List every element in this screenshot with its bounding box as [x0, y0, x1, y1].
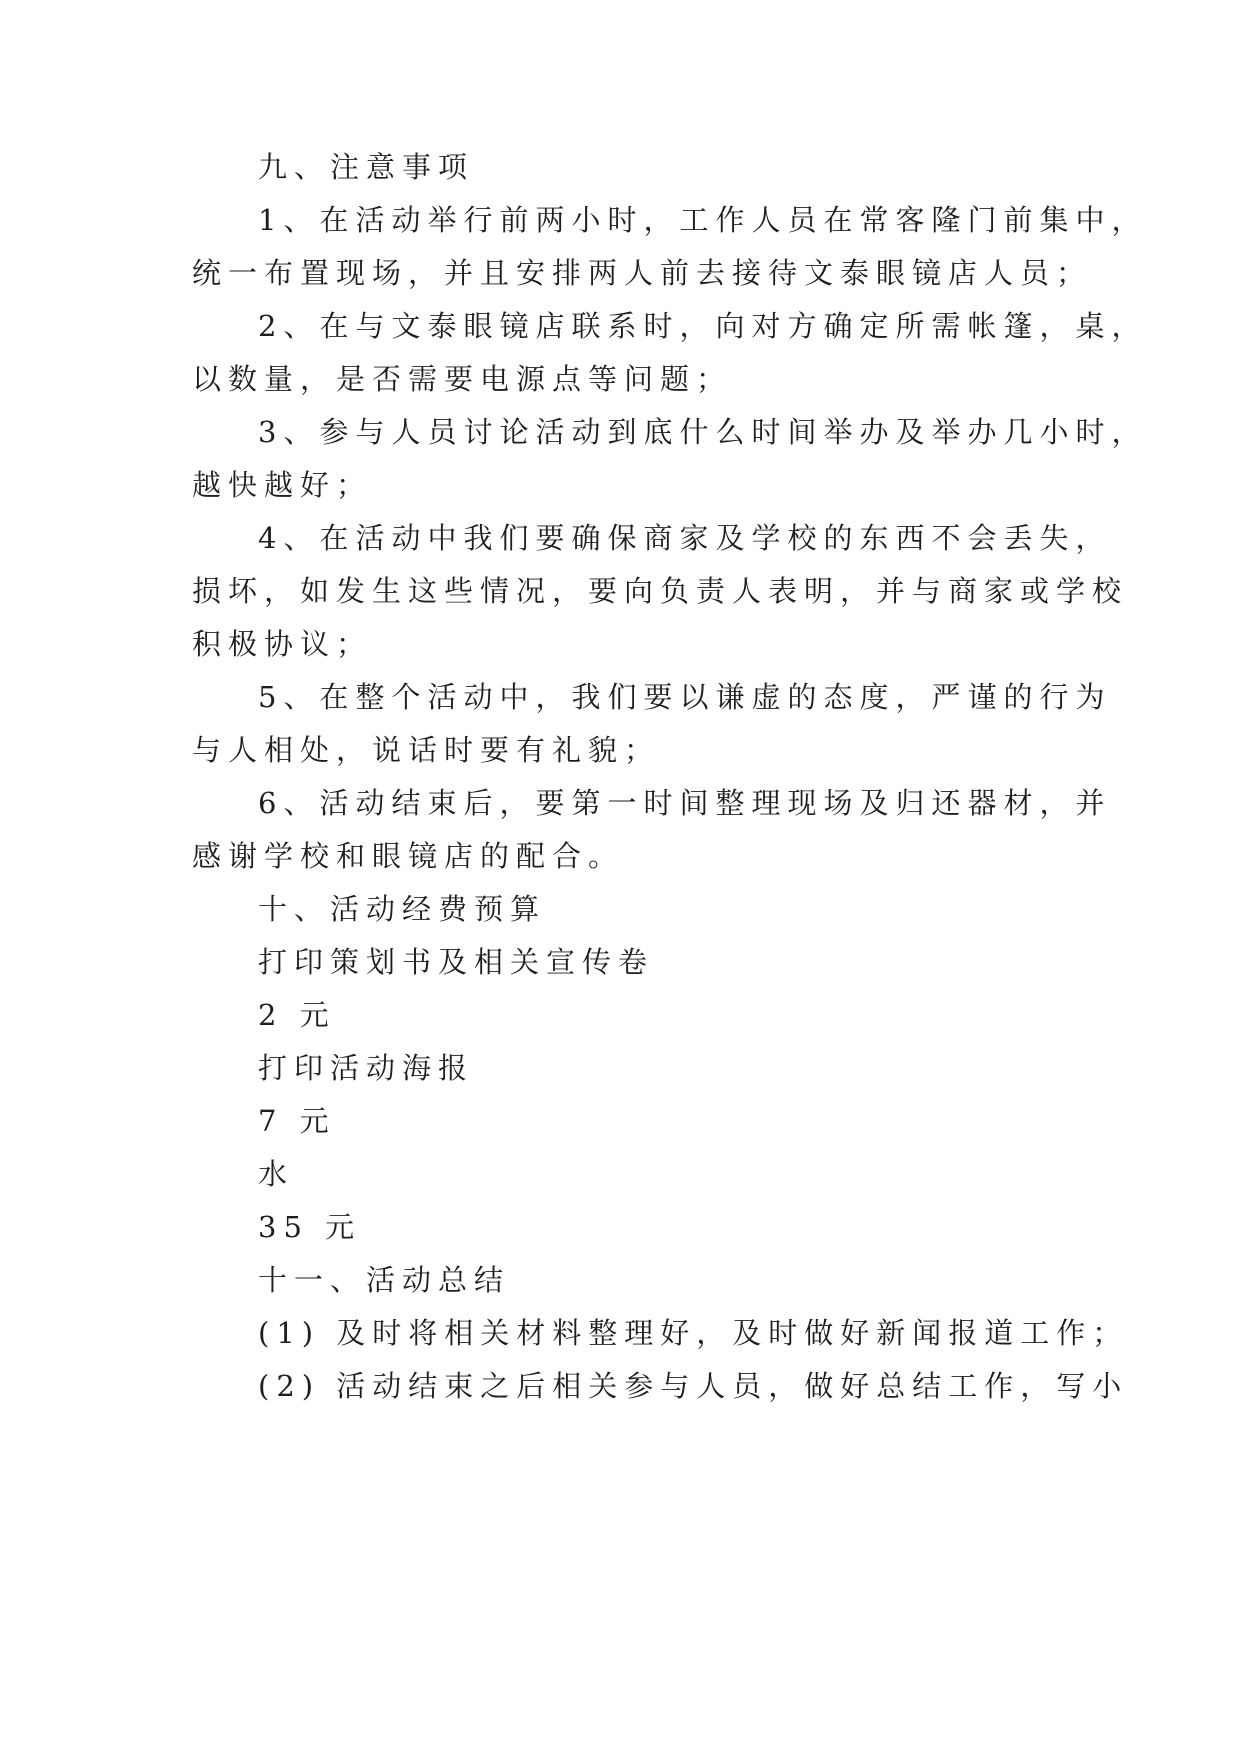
- budget-item-3-amount: 35 元: [258, 1210, 362, 1244]
- note-4-line-1: 4、在活动中我们要确保商家及学校的东西不会丢失，: [258, 521, 1112, 555]
- note-1-line-1: 1、在活动举行前两小时，工作人员在常客隆门前集中，: [258, 203, 1148, 237]
- budget-item-3-name: 水: [258, 1157, 295, 1191]
- note-4-line-2: 损坏，如发生这些情况，要向负责人表明，并与商家或学校: [192, 574, 1129, 608]
- note-4-line-3: 积极协议；: [192, 627, 373, 661]
- note-6-line-1: 6、活动结束后，要第一时间整理现场及归还器材，并: [258, 786, 1112, 820]
- section-heading-notes: 九、注意事项: [258, 150, 475, 184]
- note-1-line-2: 统一布置现场，并且安排两人前去接待文泰眼镜店人员；: [192, 256, 1093, 290]
- note-3-line-1: 3、参与人员讨论活动到底什么时间举办及举办几小时，: [258, 415, 1148, 449]
- budget-item-2-name: 打印活动海报: [258, 1051, 475, 1085]
- note-2-line-2: 以数量，是否需要电源点等问题；: [192, 362, 733, 396]
- note-5-line-2: 与人相处，说话时要有礼貌；: [192, 733, 661, 767]
- budget-item-1-name: 打印策划书及相关宣传卷: [258, 945, 655, 979]
- summary-item-2: (2) 活动结束之后相关参与人员，做好总结工作，写小: [258, 1369, 1129, 1403]
- note-6-line-2: 感谢学校和眼镜店的配合。: [192, 839, 625, 873]
- note-3-line-2: 越快越好；: [192, 468, 373, 502]
- budget-item-2-amount: 7 元: [258, 1104, 336, 1138]
- budget-item-1-amount: 2 元: [258, 998, 336, 1032]
- note-2-line-1: 2、在与文泰眼镜店联系时，向对方确定所需帐篷，桌，: [258, 309, 1148, 343]
- section-heading-summary: 十一、活动总结: [258, 1263, 511, 1297]
- section-heading-budget: 十、活动经费预算: [258, 892, 547, 926]
- summary-item-1: (1) 及时将相关材料整理好，及时做好新闻报道工作；: [258, 1316, 1129, 1350]
- note-5-line-1: 5、在整个活动中，我们要以谦虚的态度，严谨的行为: [258, 680, 1112, 714]
